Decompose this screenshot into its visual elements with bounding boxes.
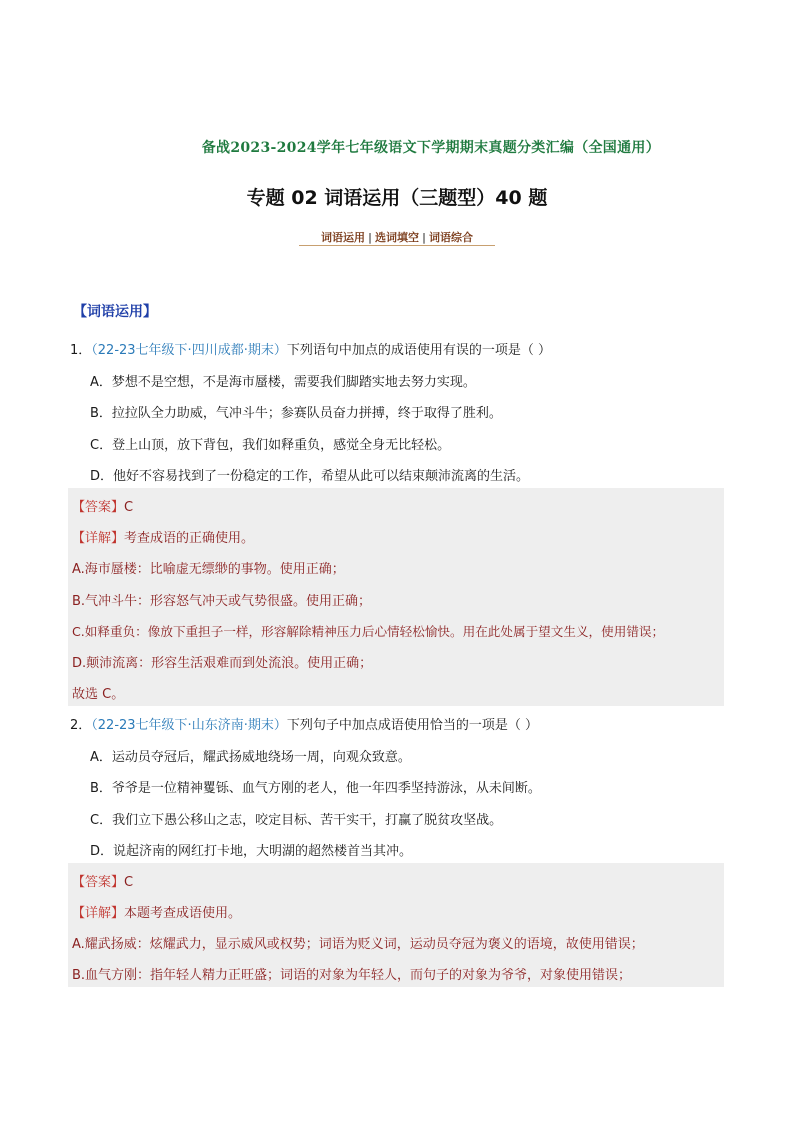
explain-detail: B.气冲斗牛：形容怒气冲天或气势很盛。使用正确； bbox=[72, 594, 372, 609]
question-source: （22-23七年级下·四川成都·期末） bbox=[91, 343, 287, 358]
explain-detail: A.耀武扬威：炫耀武力，显示威风或权势；词语为贬义词，运动员夺冠为褒义的语境，故使用错误； bbox=[72, 937, 644, 952]
question-stem bbox=[70, 339, 551, 358]
explain-detail: D.颠沛流离：形容生活艰难而到处流浪。使用正确； bbox=[72, 656, 373, 671]
answer-block bbox=[68, 488, 724, 706]
explain-tag: 【详解】 bbox=[72, 531, 125, 546]
explain-detail: 故选 C。 bbox=[72, 687, 125, 702]
explain-text: 本题考查成语使用。 bbox=[124, 906, 242, 921]
topic-tag: 选词填空 bbox=[375, 231, 419, 244]
option-a: A．梦想不是空想，不是海市蜃楼，需要我们脚踏实地去努力实现。 bbox=[90, 375, 476, 390]
explain-tag: 【详解】 bbox=[72, 906, 125, 921]
explain-detail: B.血气方刚：指年轻人精力正旺盛；词语的对象为年轻人，而句子的对象为爷爷，对象使用错误； bbox=[72, 968, 632, 983]
option-d: D．他好不容易找到了一份稳定的工作，希望从此可以结束颠沛流离的生活。 bbox=[90, 469, 530, 484]
answer-block bbox=[68, 863, 724, 987]
explain-text: 考查成语的正确使用。 bbox=[124, 531, 255, 546]
tags-underline bbox=[299, 245, 495, 246]
option-a: A．运动员夺冠后，耀武扬威地绕场一周，向观众致意。 bbox=[90, 750, 411, 765]
question-text: 下列语句中加点的成语使用有误的一项是（ ） bbox=[286, 343, 551, 358]
question-stem bbox=[70, 714, 538, 733]
answer-value: C bbox=[124, 500, 134, 515]
question-source: （22-23七年级下·山东济南·期末） bbox=[91, 718, 287, 733]
option-b: B．爷爷是一位精神矍铄、血气方刚的老人，他一年四季坚持游泳，从未间断。 bbox=[90, 781, 541, 796]
question-text: 下列句子中加点成语使用恰当的一项是（ ） bbox=[286, 718, 538, 733]
explain-line bbox=[72, 527, 254, 546]
answer-tag: 【答案】 bbox=[72, 875, 125, 890]
explain-line bbox=[72, 902, 241, 921]
topic-tag: 词语运用 bbox=[320, 231, 365, 244]
question-number: 1． bbox=[70, 343, 92, 358]
option-b: B．拉拉队全力助威，气冲斗牛；参赛队员奋力拼搏，终于取得了胜利。 bbox=[90, 406, 502, 421]
option-c: C．我们立下愚公移山之志，咬定目标、苦干实干，打赢了脱贫攻坚战。 bbox=[90, 813, 503, 828]
question-number: 2． bbox=[70, 718, 92, 733]
answer-value: C bbox=[124, 875, 134, 890]
option-d: D．说起济南的网红打卡地，大明湖的超然楼首当其冲。 bbox=[90, 844, 413, 859]
explain-detail: C.如释重负：像放下重担子一样，形容解除精神压力后心情轻松愉快。用在此处属于望文生义，使用错误； bbox=[72, 624, 665, 639]
section-heading: 【词语运用】 bbox=[73, 304, 157, 320]
page-title: 专题 02 词语运用（三题型）40 题 bbox=[246, 187, 548, 209]
answer-tag: 【答案】 bbox=[72, 500, 125, 515]
answer-line bbox=[72, 496, 133, 515]
series-header: 备战2023-2024学年七年级语文下学期期末真题分类汇编（全国通用） bbox=[201, 140, 660, 156]
explain-detail: A.海市蜃楼：比喻虚无缥缈的事物。使用正确； bbox=[72, 562, 345, 577]
topic-tags: 词语运用 | 选词填空 | 词语综合 bbox=[320, 231, 474, 244]
option-c: C．登上山顶，放下背包，我们如释重负，感觉全身无比轻松。 bbox=[90, 438, 451, 453]
topic-tag: 词语综合 bbox=[429, 231, 474, 244]
answer-line bbox=[72, 871, 133, 890]
